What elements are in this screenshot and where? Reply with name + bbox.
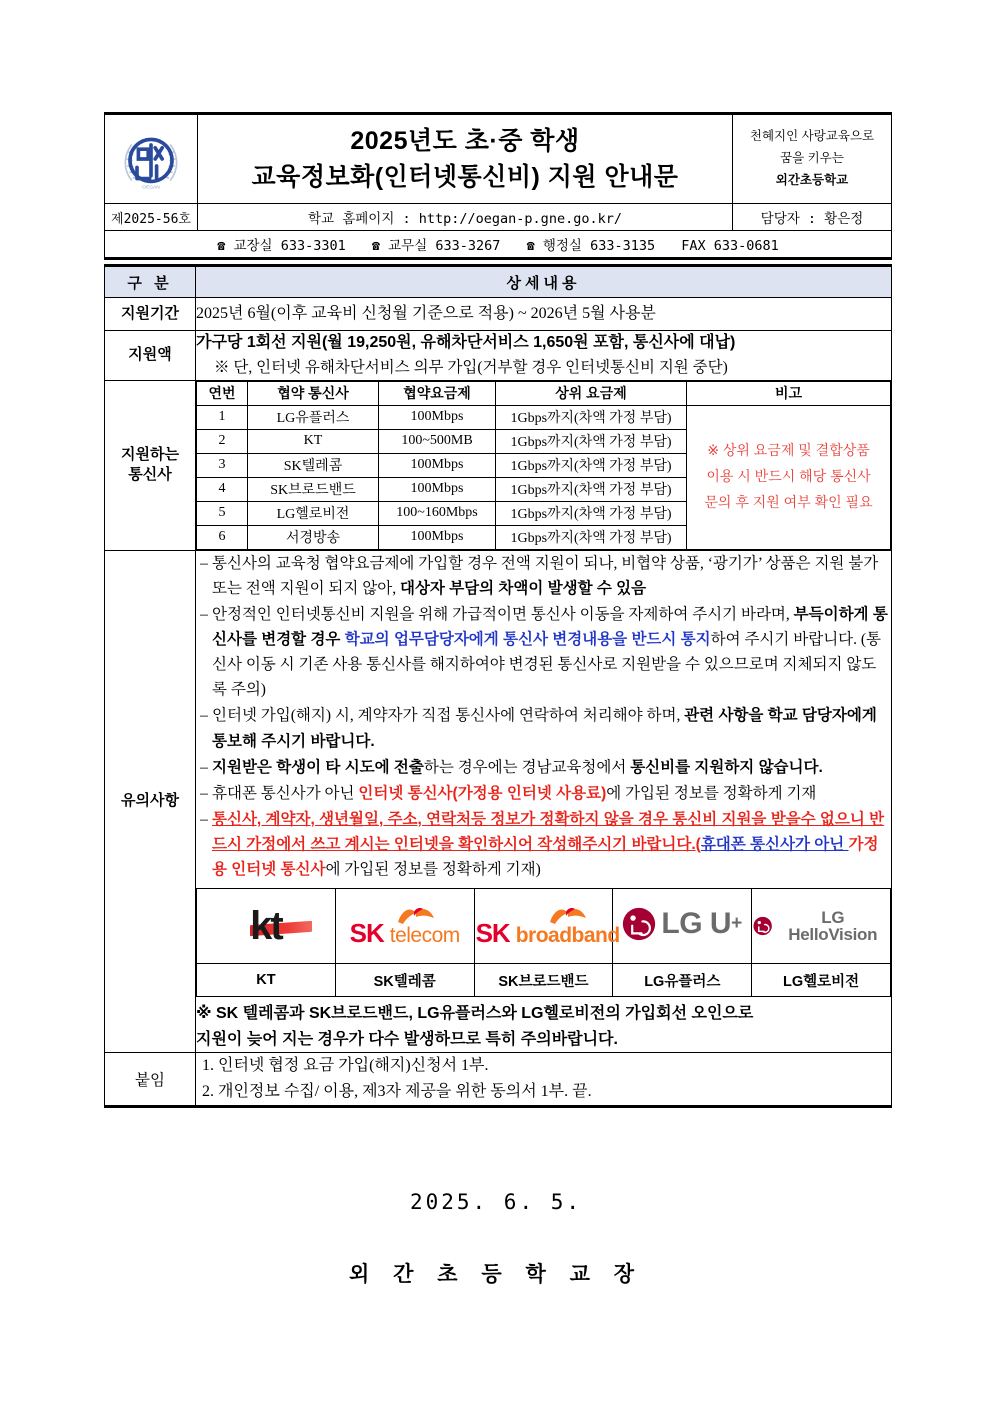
row-label-attachments: 붙임 xyxy=(105,1053,196,1106)
list-item xyxy=(196,755,891,780)
lg-hellovision-wordmark: LG HelloVision xyxy=(788,908,878,945)
carrier-name: LG유플러스 xyxy=(248,405,379,429)
row-value-support-amount xyxy=(196,331,892,381)
amount-main-line: 가구당 1회선 지원(월 19,250원, 유해차단서비스 1,650원 포함, 통신사에 대납) xyxy=(196,334,736,351)
note-2-part-b: 부득이하게 통신사를 변경할 경우 xyxy=(212,606,888,649)
row-attachments xyxy=(105,1053,892,1106)
amount-note-line: ※ 단, 인터넷 유해차단서비스 의무 가입(거부할 경우 인터넷통신비 지원 중단) xyxy=(214,358,728,376)
note-4-part-a: 지원받은 학생이 타 시도에 전출 xyxy=(212,758,424,776)
issue-date: 2025. 6. 5. xyxy=(409,1190,583,1214)
list-item xyxy=(196,602,891,702)
note-text-2 xyxy=(212,602,891,702)
carrier-upper-plan: 1Gbps까지(차액 가정 부담) xyxy=(496,453,687,477)
carrier-upper-plan: 1Gbps까지(차액 가정 부담) xyxy=(496,477,687,501)
document-footer xyxy=(0,1190,992,1288)
carrier-no: 5 xyxy=(197,501,248,525)
remark-line1: ※ 상위 요금제 및 결합상품 xyxy=(707,442,870,459)
carrier-name: KT xyxy=(248,429,379,453)
document-header xyxy=(104,112,892,260)
carrier-col-no: 연번 xyxy=(197,381,248,405)
carrier-upper-plan: 1Gbps까지(차액 가정 부담) xyxy=(496,429,687,453)
row-precautions xyxy=(105,550,892,1053)
sk-wordmark: SK xyxy=(349,917,384,948)
note-4-part-b: 하는 경우 xyxy=(423,758,488,776)
carrier-col-plan: 협약요금제 xyxy=(379,381,496,405)
logo-label-sk-broadband: SK브로드밴드 xyxy=(474,964,613,997)
carrier-logo-strip xyxy=(196,888,891,997)
carrier-no: 1 xyxy=(197,405,248,429)
logo-label-sk-telecom: SK텔레콤 xyxy=(335,964,474,997)
note-text-5 xyxy=(212,781,891,806)
carrier-plan: 100Mbps xyxy=(379,405,496,429)
charge-person: 담당자 : 황은정 xyxy=(733,204,892,231)
carrier-plan: 100Mbps xyxy=(379,525,496,549)
slogan-school-name: 외간초등학교 xyxy=(775,172,849,187)
list-item xyxy=(196,703,891,753)
slogan-line2: 꿈을 키우는 xyxy=(780,151,844,166)
bullet-dash-icon: – xyxy=(200,554,208,572)
row-label-precautions: 유의사항 xyxy=(105,550,196,1053)
note-text-6 xyxy=(212,807,891,882)
lg-uplus-wordmark: LG U xyxy=(661,906,732,940)
row-supported-carriers xyxy=(105,380,892,550)
warning-line2: 지원이 늦어 지는 경우가 다수 발생하므로 특히 주의바랍니다. xyxy=(196,1030,618,1048)
detail-table xyxy=(104,264,892,1108)
final-warning xyxy=(196,1001,891,1052)
remark-line2: 이용 시 반드시 해당 통신사 xyxy=(706,468,871,485)
carrier-name: SK브로드밴드 xyxy=(248,477,379,501)
carrier-col-remark: 비고 xyxy=(687,381,891,405)
list-item xyxy=(196,807,891,882)
row-label-support-period: 지원기간 xyxy=(105,298,196,331)
note-5-part-a: 휴대폰 통신사가 아닌 xyxy=(212,784,359,802)
note-3-part-a: 인터넷 가입(해지) 시, 계약자가 직접 통신사에 연락하여 처리해야 하며, xyxy=(212,707,685,725)
lg-uplus-plus-sign: + xyxy=(731,913,743,935)
phone-admin: ☎ 행정실 633-3135 xyxy=(526,238,656,254)
warning-line1: ※ SK 텔레콤과 SK브로드밴드, LG유플러스와 LG헬로비전의 가입회선 오인으로 xyxy=(196,1005,754,1023)
row-label-support-amount: 지원액 xyxy=(105,331,196,381)
sk-butterfly-icon xyxy=(396,904,436,926)
document-number: 제2025-56호 xyxy=(105,204,198,231)
school-emblem-cell xyxy=(105,114,198,204)
column-header-category: 구 분 xyxy=(105,266,196,298)
phone-office: ☎ 교무실 633-3267 xyxy=(371,238,501,254)
row-support-amount xyxy=(105,331,892,381)
carrier-plan: 100~160Mbps xyxy=(379,501,496,525)
lg-uplus-logo-icon xyxy=(622,907,742,941)
sk-telecom-subtext: telecom xyxy=(389,923,460,947)
note-1-part-a: 통신사의 교육청 협약요금제에 가입할 경우 전액 지원이 되나, 비협약 상품, ‘광기가’ 상품은 지원 불가 또는 전액 지원이 되지 않아, xyxy=(212,554,879,597)
logo-cell-lg-uplus xyxy=(613,889,752,964)
school-slogan-cell xyxy=(733,114,892,204)
carrier-no: 2 xyxy=(197,429,248,453)
lg-face-icon xyxy=(622,907,656,941)
logo-cell-sk-broadband xyxy=(474,889,620,964)
precautions-cell xyxy=(196,550,892,1053)
note-text-4 xyxy=(212,755,891,780)
note-2-part-c: 학교의 업무담당자에게 통신사 변경내용을 반드시 통지 xyxy=(344,631,711,649)
carrier-plan: 100Mbps xyxy=(379,453,496,477)
note-text-3 xyxy=(212,703,891,753)
document-title-line1: 2025년도 초·중 학생 xyxy=(350,126,580,155)
list-item xyxy=(196,551,891,601)
note-5-part-c: 에 가입된 정보를 정확하게 기재 xyxy=(606,784,817,802)
kt-wordmark: kt xyxy=(250,904,282,949)
attachments-cell xyxy=(196,1053,892,1106)
carrier-col-name: 협약 통신사 xyxy=(248,381,379,405)
table-header-row xyxy=(105,266,892,298)
carriers-label-line2: 통신사 xyxy=(128,466,172,484)
logo-cell-kt xyxy=(197,889,336,964)
fax-number: FAX 633-0681 xyxy=(681,238,779,254)
carriers-label-line1: 지원하는 xyxy=(121,446,179,464)
sk-telecom-logo-icon xyxy=(350,906,460,946)
logo-image-row xyxy=(197,889,891,964)
note-5-part-b: 인터넷 통신사(가정용 인터넷 사용료) xyxy=(358,784,607,802)
school-homepage[interactable]: 학교 홈페이지 : http://oegan-p.gne.go.kr/ xyxy=(198,204,733,231)
logo-label-lg-uplus: LG유플러스 xyxy=(613,964,752,997)
slogan-line1: 천혜지인 사랑교육으로 xyxy=(749,129,875,144)
bullet-dash-icon: – xyxy=(200,606,208,624)
remark-line3: 문의 후 지원 여부 확인 필요 xyxy=(704,494,873,511)
sk-broadband-subtext: broadband xyxy=(515,923,620,947)
carrier-plan: 100Mbps xyxy=(379,477,496,501)
carrier-header-row xyxy=(197,381,891,405)
bullet-dash-icon: – xyxy=(200,784,208,802)
logo-label-row xyxy=(197,964,891,997)
issuing-authority: 외 간 초 등 학 교 장 xyxy=(348,1263,643,1286)
note-6-part-e: 에 가입된 정보를 정확하게 기재) xyxy=(325,861,541,879)
note-3-part-b: 관련 사항을 학교 담당자에게 통보해 주시기 바랍니다. xyxy=(212,707,877,750)
lg-hellovision-logo-icon xyxy=(753,909,889,943)
table-row xyxy=(197,405,891,429)
carriers-table-cell xyxy=(196,380,892,550)
document-title-line2: 교육정보화(인터넷통신비) 지원 안내문 xyxy=(251,163,679,191)
note-4-part-c: 에는 경남교육청에서 xyxy=(487,758,631,776)
bullet-dash-icon: – xyxy=(200,810,208,828)
note-6-part-d: 가정용 인터넷 통신사 xyxy=(212,836,879,879)
lg-face-icon xyxy=(753,916,772,936)
attachment-item-1: 1. 인터넷 협정 요금 가입(해지)신청서 1부. xyxy=(202,1057,489,1075)
carrier-col-upper-plan: 상위 요금제 xyxy=(496,381,687,405)
logo-label-kt: KT xyxy=(197,964,336,997)
contact-phones xyxy=(105,231,892,259)
school-emblem-icon xyxy=(116,124,186,194)
bullet-dash-icon: – xyxy=(200,707,208,725)
note-6-part-c: 휴대폰 통신사가 아닌 xyxy=(700,836,849,854)
note-text-1 xyxy=(212,551,891,601)
phone-principal: ☎ 교장실 633-3301 xyxy=(217,238,346,254)
svg-text:OEGAN: OEGAN xyxy=(142,185,160,191)
row-value-support-period: 2025년 6월(이후 교육비 신청월 기준으로 적용) ~ 2026년 5월 사용분 xyxy=(196,298,892,331)
sk-broadband-logo-icon xyxy=(476,906,620,946)
row-label-supported-carriers xyxy=(105,380,196,550)
note-6-part-a: 통신사, 계약자, 생년월일, 주소, 연락처등 정보가 정확하지 않을 경우 통신비 지원을 받을수 없으니 반드시 가정에서 쓰고 계시는 인터넷을 확인하시어 작성해주시기 바랍니다. xyxy=(212,810,885,854)
carrier-table xyxy=(196,381,891,550)
carrier-no: 4 xyxy=(197,477,248,501)
sk-butterfly-icon xyxy=(548,904,588,926)
logo-cell-lg-hellovision xyxy=(752,889,891,964)
carrier-no: 3 xyxy=(197,453,248,477)
logo-label-lg-hellovision: LG헬로비전 xyxy=(752,964,891,997)
carrier-remark-note xyxy=(687,405,891,549)
kt-logo-icon xyxy=(246,904,286,949)
carrier-upper-plan: 1Gbps까지(차액 가정 부담) xyxy=(496,525,687,549)
carrier-plan: 100~500MB xyxy=(379,429,496,453)
carrier-name: LG헬로비전 xyxy=(248,501,379,525)
note-2-part-a: 안정적인 인터넷통신비 지원을 위해 가급적이면 통신사 이동을 자제하여 주시기 바라며, xyxy=(212,606,794,624)
carrier-name: SK텔레콤 xyxy=(248,453,379,477)
note-1-part-b: 대상자 부담의 차액이 발생할 수 있음 xyxy=(399,579,647,597)
note-4-part-d: 통신비를 지원하지 않습니다. xyxy=(630,758,823,776)
carrier-upper-plan: 1Gbps까지(차액 가정 부담) xyxy=(496,501,687,525)
row-support-period xyxy=(105,298,892,331)
logo-cell-sk-telecom xyxy=(335,889,474,964)
sk-wordmark: SK xyxy=(475,917,510,948)
carrier-name: 서경방송 xyxy=(248,525,379,549)
note-2-part-d: 하여 주시기 바랍니다. (통신사 이동 시 기존 사용 통신사를 해지하여야 변경된 통신사로 지원받을 수 있으므로며 지체되지 않도록 주의) xyxy=(212,631,882,699)
carrier-upper-plan: 1Gbps까지(차액 가정 부담) xyxy=(496,405,687,429)
note-6-part-b: ( xyxy=(695,836,701,854)
document-title-cell xyxy=(198,114,733,204)
column-header-details: 상세내용 xyxy=(196,266,892,298)
attachment-item-2: 2. 개인정보 수집/ 이용, 제3자 제공을 위한 동의서 1부. 끝. xyxy=(202,1083,592,1101)
bullet-dash-icon: – xyxy=(200,758,208,776)
carrier-no: 6 xyxy=(197,525,248,549)
list-item xyxy=(196,781,891,806)
